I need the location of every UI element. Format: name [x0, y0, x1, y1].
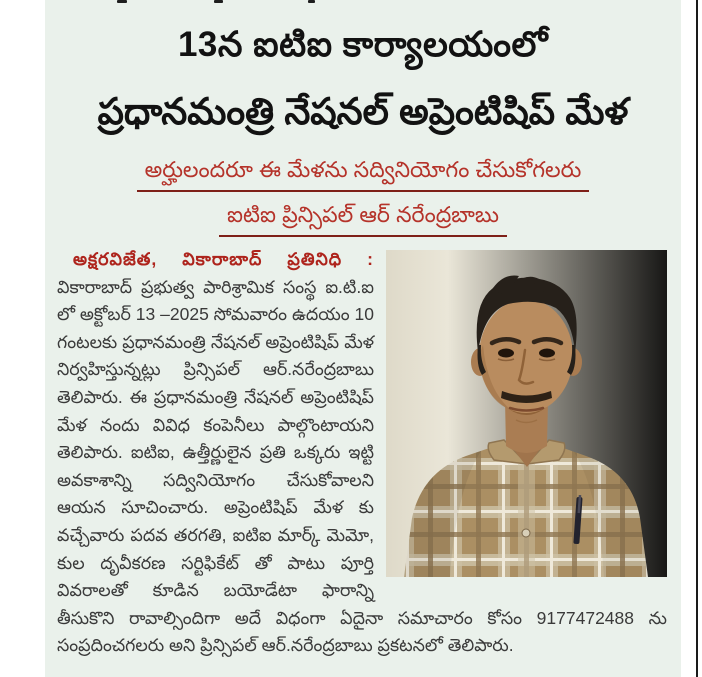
subhead-attribution: ఐటిఐ ప్రిన్సిపల్ ఆర్ నరేంద్రబాబు	[219, 200, 507, 237]
page-column-rule	[696, 0, 698, 677]
subhead-quote: అర్హులందరూ ఈ మేళను సద్వినియోగం చేసుకోగలరు	[137, 155, 590, 192]
portrait-illustration	[386, 250, 667, 577]
body-paragraph: వికారాబాద్ ప్రభుత్వ పారిశ్రామిక సంస్థ ఐ.టి.ఐ లో అక్టోబర్ 13 –2025 సోమవారం ఉదయం 10 గంటలకు ప్రధానమంత్రి నేషనల్ అప్రెంటిషిప్ మేళ నిర్వహిస్తున్నట్లు ప్రిన్సిపల్ ఆర్.నరేంద్రబాబు తెలిపారు. ఈ ప్రధానమంత్రి నేషనల్ అప్రెంటిషిప్ మేళ నందు వివిధ కంపెనీలు పాల్గొంటాయని తెలిపారు. ఐటిఐ, ఉత్తీర్ణులైన ప్రతి ఒక్కరు ఇట్టి అవకాశాన్ని సద్వినియోగం చేసుకోవాలని ఆయన సూచించారు. అప్రెంటిషిప్ మేళ కు వచ్చేవారు పదవ తరగతి, ఐటిఐ మార్క్ మెమో, కుల దృవీకరణ సర్టిఫికేట్ తో పాటు పూర్తి వివరాలతో కూడిన బయోడేటా ఫారాన్ని తీసుకొని రావాల్సిందిగా అదే విధంగా ఏదైనా సమాచారం కోసం 9177472488 ను సంప్రదించగలరు అని ప్రిన్సిపల్ ఆర్.నరేంద్రబాబు ప్రకటనలో తెలిపారు.	[57, 276, 667, 656]
torn-edge-mark	[117, 0, 127, 3]
torn-edge-mark	[308, 0, 315, 3]
headline	[45, 0, 681, 136]
subheads	[45, 136, 681, 237]
article-body	[45, 237, 681, 660]
portrait-photo	[386, 250, 667, 577]
newspaper-clipping	[45, 0, 681, 677]
headline-line-1: 13న ఐటిఐ కార్యాలయంలో	[177, 25, 549, 64]
headline-line-2: ప్రధానమంత్రి నేషనల్ అప్రెంటిషిప్ మేళ	[97, 91, 629, 132]
byline: అక్షరవిజేత, వికారాబాద్ ప్రతినిధి :	[73, 249, 374, 269]
torn-edge-mark	[214, 0, 223, 3]
